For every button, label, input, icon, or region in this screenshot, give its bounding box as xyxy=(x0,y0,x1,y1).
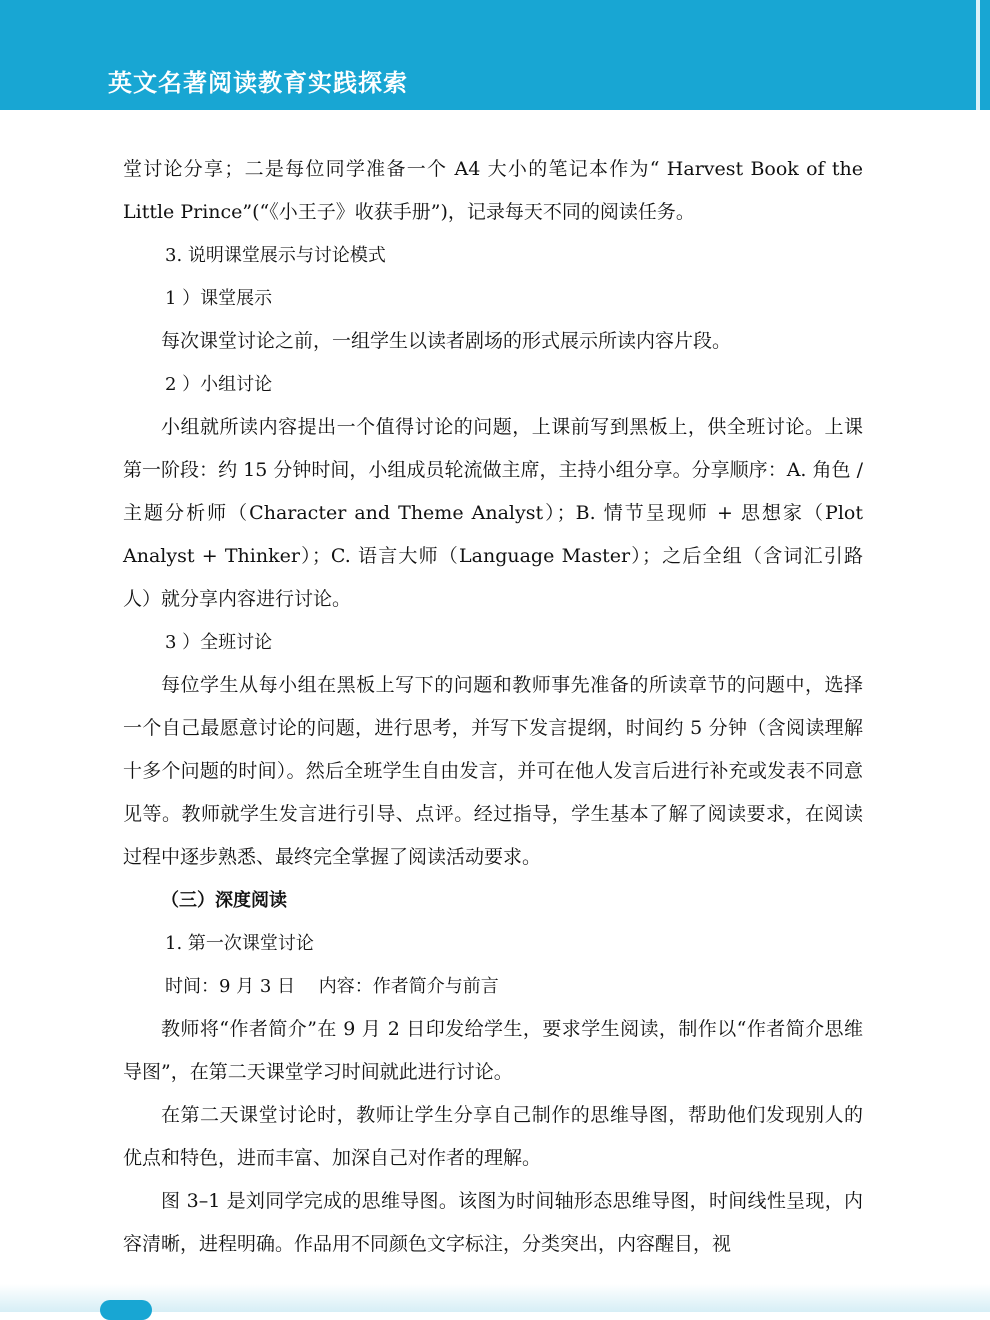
section-heading-deep-reading: （三）深度阅读 xyxy=(161,890,287,911)
paragraph-continued: 堂讨论分享；二是每位同学准备一个 A4 大小的笔记本作为“ Harvest Book of the Little Prince”(“《小王子》收获手册”)，记录每天不同的阅读任务。 xyxy=(123,158,863,223)
paragraph: 每位学生从每小组在黑板上写下的问题和教师事先准备的所读章节的问题中，选择一个自己最愿意讨论的问题，进行思考，并写下发言提纲，时间约 5 分钟（含阅读理解十多个问题的时间）。然后全班学生自由发言，并可在他人发言后进行补充或发表不同意见等。教师就学生发言进行引导、点评。经过指导，学生基本了解了阅读要求，在阅读过程中逐步熟悉、最终完全掌握了阅读活动要求。 xyxy=(123,674,863,868)
section-heading: 3. 说明课堂展示与讨论模式 xyxy=(165,245,386,266)
paragraph: 教师将“作者简介”在 9 月 2 日印发给学生，要求学生阅读，制作以“作者简介思维导图”，在第二天课堂学习时间就此进行讨论。 xyxy=(123,1018,863,1083)
paragraph: 小组就所读内容提出一个值得讨论的问题，上课前写到黑板上，供全班讨论。上课第一阶段：约 15 分钟时间，小组成员轮流做主席，主持小组分享。分享顺序：A. 角色 / 主题分析师（Character and Theme Analyst）；B. 情节呈现师 + 思想家（Plot Analyst + Thinker）；C. 语言大师（Language Master）；之后全组（含词汇引路人）就分享内容进行讨论。 xyxy=(123,416,863,610)
time-and-content-line: 时间：9 月 3 日 内容：作者简介与前言 xyxy=(165,976,499,997)
subheading-classroom-display: 1 ）课堂展示 xyxy=(165,288,273,309)
subheading-group-discussion: 2 ）小组讨论 xyxy=(165,374,273,395)
subheading-first-discussion: 1. 第一次课堂讨论 xyxy=(165,933,314,954)
page-header xyxy=(0,0,990,110)
paragraph: 图 3–1 是刘同学完成的思维导图。该图为时间轴形态思维导图，时间线性呈现，内容清晰，进程明确。作品用不同颜色文字标注，分类突出，内容醒目，视 xyxy=(123,1190,863,1255)
header-stripe xyxy=(976,0,980,110)
paragraph: 在第二天课堂讨论时，教师让学生分享自己制作的思维导图，帮助他们发现别人的优点和特色，进而丰富、加深自己对作者的理解。 xyxy=(123,1104,863,1169)
body-text xyxy=(123,148,863,1266)
page-number-badge xyxy=(100,1300,152,1320)
paragraph: 每次课堂讨论之前，一组学生以读者剧场的形式展示所读内容片段。 xyxy=(161,330,732,352)
running-title: 英文名著阅读教育实践探索 xyxy=(108,69,408,97)
subheading-class-discussion: 3 ）全班讨论 xyxy=(165,632,273,653)
